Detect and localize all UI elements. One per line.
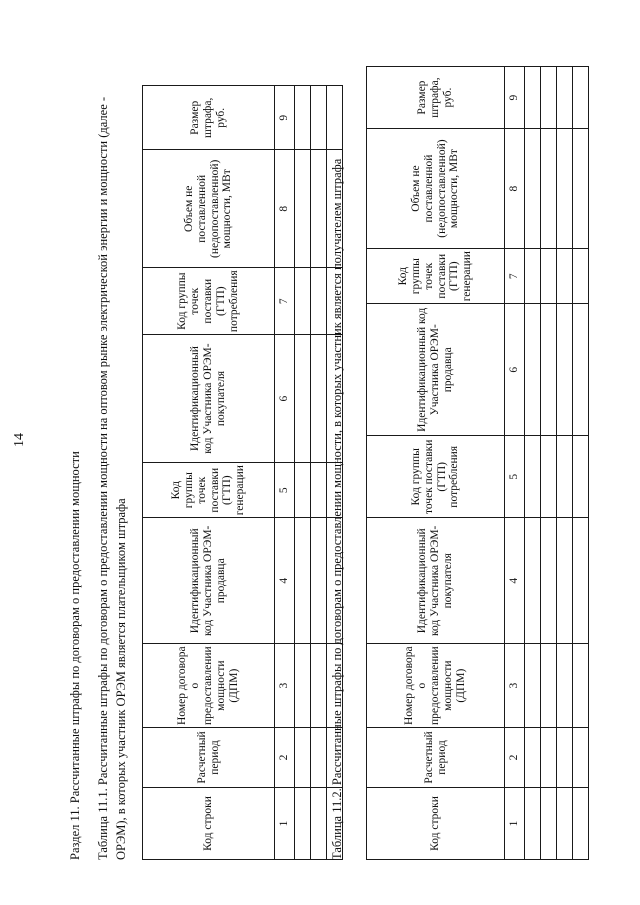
empty-cell — [573, 304, 589, 436]
empty-cell — [557, 436, 573, 518]
empty-cell — [557, 644, 573, 728]
t2-col-num: 8 — [505, 129, 525, 249]
empty-cell — [525, 436, 541, 518]
t2-header-contract: Номер договора о предоставлении мощности (ДПМ) — [367, 644, 505, 728]
table-2-number-row — [505, 67, 525, 860]
t1-col-num: 4 — [275, 518, 295, 644]
empty-cell — [311, 788, 327, 860]
empty-cell — [525, 249, 541, 304]
empty-cell — [541, 728, 557, 788]
empty-cell — [295, 268, 311, 335]
table-2-empty-row — [557, 67, 573, 860]
empty-cell — [525, 788, 541, 860]
empty-cell — [573, 249, 589, 304]
table-1-empty-row — [311, 86, 327, 860]
t2-col-num: 2 — [505, 728, 525, 788]
table-2-empty-row — [525, 67, 541, 860]
empty-cell — [525, 129, 541, 249]
t1-col-num: 3 — [275, 644, 295, 728]
empty-cell — [541, 249, 557, 304]
empty-cell — [557, 67, 573, 129]
empty-cell — [295, 150, 311, 268]
table-1-number-row — [275, 86, 295, 860]
t1-col-num: 7 — [275, 268, 295, 335]
empty-cell — [541, 304, 557, 436]
t2-header-seller-id: Идентификационный код Участника ОРЭМ-продавца — [367, 304, 505, 436]
table-2-empty-row — [541, 67, 557, 860]
empty-cell — [295, 728, 311, 788]
empty-cell — [573, 67, 589, 129]
empty-cell — [295, 644, 311, 728]
empty-cell — [311, 518, 327, 644]
empty-cell — [541, 67, 557, 129]
t1-header-gtp-consumption: Код группы точек поставки (ГТП) потребления — [143, 268, 275, 335]
t1-header-period: Расчетный период — [143, 728, 275, 788]
empty-cell — [573, 728, 589, 788]
empty-cell — [525, 644, 541, 728]
table-2-caption: Таблица 11.2. Рассчитанные штрафы по договорам о предоставлении мощности, в которых участник является получателем штрафа — [330, 158, 344, 860]
empty-cell — [295, 788, 311, 860]
table-1-empty-row — [295, 86, 311, 860]
t1-header-buyer-id: Идентификационный код Участника ОРЭМ-покупателя — [143, 335, 275, 463]
empty-cell — [541, 518, 557, 644]
t2-col-num: 5 — [505, 436, 525, 518]
empty-cell — [311, 463, 327, 518]
t2-header-period: Расчетный период — [367, 728, 505, 788]
t1-header-seller-id: Идентификационный код Участника ОРЭМ-продавца — [143, 518, 275, 644]
t2-header-gtp-consumption: Код группы точек поставки (ГТП) потребления — [367, 436, 505, 518]
empty-cell — [573, 436, 589, 518]
empty-cell — [311, 335, 327, 463]
empty-cell — [541, 129, 557, 249]
t2-header-volume: Объем не поставленной (недопоставленной) мощности, МВт — [367, 129, 505, 249]
t2-col-num: 1 — [505, 788, 525, 860]
empty-cell — [295, 463, 311, 518]
table-1 — [142, 85, 343, 860]
table-2-empty-row — [573, 67, 589, 860]
empty-cell — [295, 335, 311, 463]
t2-header-row-code: Код строки — [367, 788, 505, 860]
empty-cell — [557, 518, 573, 644]
t1-col-num: 9 — [275, 86, 295, 150]
table-1-caption-line-1: Таблица 11.1. Рассчитанные штрафы по договорам о предоставлении мощности на оптовом рынке электрической энергии и мощности (далее - — [96, 96, 110, 860]
t1-col-num: 5 — [275, 463, 295, 518]
empty-cell — [311, 150, 327, 268]
empty-cell — [573, 644, 589, 728]
empty-cell — [525, 518, 541, 644]
t2-col-num: 9 — [505, 67, 525, 129]
empty-cell — [541, 436, 557, 518]
empty-cell — [557, 249, 573, 304]
empty-cell — [541, 644, 557, 728]
empty-cell — [573, 788, 589, 860]
t2-col-num: 6 — [505, 304, 525, 436]
empty-cell — [525, 67, 541, 129]
page-number: 14 — [12, 433, 27, 447]
t2-header-fine: Размер штрафа, руб. — [367, 67, 505, 129]
t2-header-buyer-id: Идентификационный код Участника ОРЭМ-покупателя — [367, 518, 505, 644]
t2-col-num: 3 — [505, 644, 525, 728]
t1-header-volume: Объем не поставленной (недопоставленной) мощности, МВт — [143, 150, 275, 268]
empty-cell — [557, 304, 573, 436]
t1-header-gtp-generation: Код группы точек поставки (ГТП) генерации — [143, 463, 275, 518]
t1-header-contract: Номер договора о предоставлении мощности (ДПМ) — [143, 644, 275, 728]
empty-cell — [295, 518, 311, 644]
empty-cell — [541, 788, 557, 860]
empty-cell — [557, 728, 573, 788]
empty-cell — [525, 304, 541, 436]
table-1-caption-line-2: ОРЭМ), в которых участник ОРЭМ является плательщиком штрафа — [114, 498, 128, 860]
section-title: Раздел 11. Рассчитанные штрафы по договорам о предоставлении мощности — [68, 451, 82, 860]
t1-col-num: 8 — [275, 150, 295, 268]
empty-cell — [525, 728, 541, 788]
table-2-header-row — [367, 67, 505, 860]
table-1-header-row — [143, 86, 275, 860]
empty-cell — [311, 86, 327, 150]
empty-cell — [557, 129, 573, 249]
empty-cell — [295, 86, 311, 150]
empty-cell — [311, 728, 327, 788]
empty-cell — [327, 86, 343, 150]
empty-cell — [573, 518, 589, 644]
t1-header-fine: Размер штрафа, руб. — [143, 86, 275, 150]
empty-cell — [557, 788, 573, 860]
empty-cell — [311, 644, 327, 728]
t2-col-num: 7 — [505, 249, 525, 304]
t2-col-num: 4 — [505, 518, 525, 644]
t1-col-num: 6 — [275, 335, 295, 463]
table-2 — [366, 66, 589, 860]
empty-cell — [311, 268, 327, 335]
t2-header-gtp-generation: Код группы точек поставки (ГТП) генерации — [367, 249, 505, 304]
t1-col-num: 2 — [275, 728, 295, 788]
t1-col-num: 1 — [275, 788, 295, 860]
t1-header-row-code: Код строки — [143, 788, 275, 860]
empty-cell — [573, 129, 589, 249]
